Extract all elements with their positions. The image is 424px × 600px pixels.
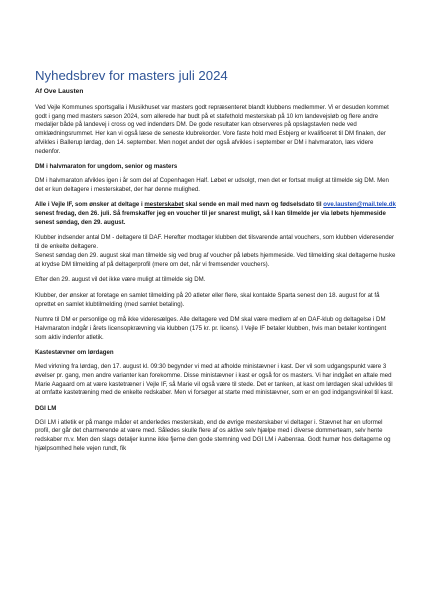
halvmaraton-paragraph-5: Klubber, der ønsker at foretage en samlet tilmelding på 20 atleter eller flere, skal kontakte Sparta senest den 18. august for at få oprettet en samlet klubtilmelding (med samlet betaling). bbox=[35, 291, 380, 308]
halvmaraton-paragraph-3a: Klubber indsender antal DM - deltagere til DAF. Herefter modtager klubben det tilsvarende antal vouchers, som klubben videresender til de enkelte deltagere. bbox=[35, 234, 395, 251]
intro-paragraph: Ved Vejle Kommunes sportsgalla i Musikhuset var masters godt repræsenteret blandt klubbens medlemmer. Vi er desuden kommet godt i gang med masters sæson 2024, som allerede har budt på et stafethold mesterskab på 10 km landevejsløb og flere andre medaljer både på landevej i cross og ved indendørs DM. De gode resultater kan observeres på opslagstavlen nede ved omklædningsrummet. Her kan vi også læse de seneste klubrekorder. Vore faste hold med Esbjerg er kvalificeret til DM finalen, der afvikles i Ballerup lørdag, den 14. september. Men noget andet der også afvikles i september er DM i halvmaraton, læs videre nedenfor. bbox=[35, 104, 389, 155]
dgi-lm-paragraph: DGI LM i atletik er på mange måder et anderledes mesterskab, end de øvrige mesterskaber vi deltager i. Stævnet har en uformel profil, der går det charmerende at være med. Således skulle flere af os aktive selv hjælpe med i diverse dommerteam, selv hente redskaber m.v. Men den slags detaljer kunne ikke fjerne den gode stemning ved DGI LM i Aabenraa. Godt humør hos deltagerne og hjælpsomhed hele vejen rundt, fik bbox=[35, 418, 391, 452]
section-heading-kast: Kastestævner om lørdagen bbox=[35, 349, 114, 357]
section-heading-halvmaraton: DM i halvmaraton for ungdom, senior og masters bbox=[35, 163, 178, 171]
kast-paragraph: Med virkning fra lørdag, den 17. august kl. 09:30 begynder vi med at afholde ministævner i kast. Der vil som udgangspunkt være 3 øvelser pr. gang, men andre varianter kan forekomme. Disse ministævner i kast er også for os masters. Vi har indgået en aftale med Marie Aagaard om at være kastetræner i Vejle IF, så Marie vil også være til stede. Det er tanken, at kast om lørdagen skal udvikles til at omfatte kastetræning med de enkelte redskaber. Men vi forsøger at starte med ministævner, som er en god indgangsvinkel til kast. bbox=[35, 363, 394, 397]
author-line: Af Ove Lausten bbox=[35, 88, 84, 95]
halvmaraton-signup-paragraph bbox=[35, 201, 396, 227]
email-link[interactable]: ove.lausten@mail.tele.dk bbox=[323, 201, 396, 209]
signup-text-c: skal sende en mail med navn og fødselsdato til bbox=[183, 201, 324, 209]
halvmaraton-paragraph-1: DM i halvmaraton afvikles igen i år som del af Copenhagen Half. Løbet er udsolgt, men det er fortsat muligt at tilmelde sig DM. Men det er kun deltagere i mesterskabet, der har denne mulighed. bbox=[35, 176, 389, 193]
section-heading-dgi-lm: DGI LM bbox=[35, 404, 57, 412]
halvmaraton-paragraph-3b: Senest søndag den 29. august skal man tilmelde sig ved brug af voucher på løbets hjemmeside. Ved tilmelding skal deltagerne huske at krydse DM tilmelding af på deltagerprofil (mere om det, når vi fremsender vouchers). bbox=[35, 251, 396, 268]
halvmaraton-paragraph-6: Numre til DM er personlige og må ikke videresælges. Alle deltagere ved DM skal være medlem af en DAF-klub og deltagelse i DM Halvmaraton indgår i årets licensopkrævning via klubben (175 kr. pr. licens). I Vejle IF betaler klubben, hvis man betaler kontingent som aktiv indenfor atletik. bbox=[35, 316, 387, 341]
signup-text-a: Alle i Vejle IF, som ønsker at deltage i bbox=[35, 201, 145, 209]
newsletter-title: Nyhedsbrev for masters juli 2024 bbox=[35, 68, 228, 83]
signup-text-d: senest fredag, den 26. juli. Så fremskaffer jeg en voucher til jer snarest muligt, så I kan tilmelde jer via løbets hjemmeside senest søndag, den 29. august. bbox=[35, 210, 386, 226]
halvmaraton-paragraph-4: Efter den 29. august vil det ikke være muligt at tilmelde sig DM. bbox=[35, 276, 206, 284]
signup-text-mesterskabet: mesterskabet bbox=[144, 201, 184, 209]
